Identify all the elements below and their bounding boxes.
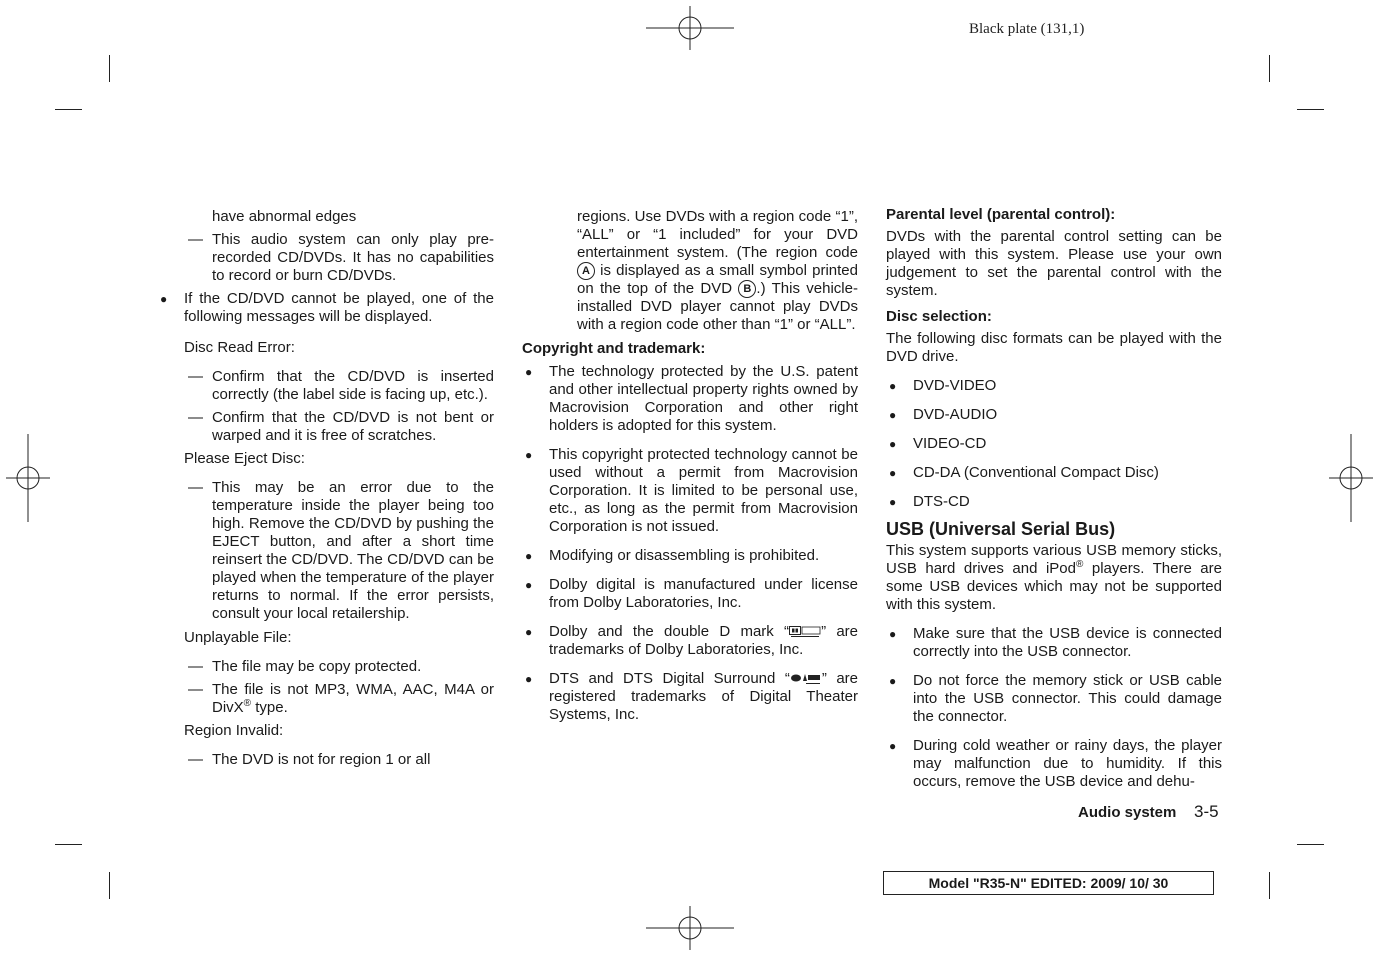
dash-marker: — [188,479,203,496]
dolby-logo-icon [789,626,821,638]
section-heading: USB (Universal Serial Bus) [886,519,1116,539]
crop-mark [109,872,110,899]
format-item [889,406,1222,424]
dash-text: Confirm that the CD/DVD is not bent or warped and it is free of scratches. [212,409,494,444]
crop-mark [1269,55,1270,82]
bullet-icon: ● [525,549,533,564]
bullet-icon: ● [525,365,533,380]
bullet-text: Dolby and the double D mark “ [549,623,790,641]
dash-item [188,751,494,769]
crop-mark [1297,844,1324,845]
dash-text: This may be an error due to the temperature inside the player being too high. Remove the CD/DVD by pushing the EJECT button, and after a short time reinsert the CD/DVD. The CD/DVD can be played when the temperature of the player returns to normal. If the error persists, consult your local retailership. [212,479,494,622]
bullet-text: Modifying or disassembling is prohibited. [549,547,820,565]
dash-text: The DVD is not for region 1 or all [212,751,431,768]
dash-item [188,681,494,717]
bullet-icon: ● [889,437,897,451]
registration-mark-icon [646,906,734,950]
plate-label: Black plate (131,1) [969,21,1085,37]
format-item [889,435,1222,453]
bullet-icon: ● [889,627,897,641]
bullet-icon: ● [889,408,897,422]
column-middle [522,208,858,724]
dash-marker: — [188,231,203,248]
format-text: DTS-CD [913,493,970,510]
bullet-icon: ● [889,674,897,688]
dash-marker: — [188,681,203,698]
registered-mark: ® [243,698,252,709]
bullet-text: During cold weather or rainy days, the player may malfunction due to humidity. If this occurs, remove the USB device and dehu- [913,737,1222,790]
registered-mark: ® [1075,559,1084,570]
bullet-item [525,576,858,612]
section-heading: Copyright and trademark: [522,340,706,358]
bullet-text: ” are registered trademarks of Digital Theater Systems, Inc. [549,670,859,724]
bullet-text: This copyright protected technology cannot be used without a permit from Macrovision Corporation. It is limited to be personal use, etc., as long as the permit from Macrovision Corporation is not issued. [549,446,858,536]
crop-mark [109,55,110,82]
dash-item [188,479,494,623]
dash-text: The file is not MP3, WMA, AAC, M4A or DivX [212,681,494,716]
format-item [889,464,1222,482]
crop-mark [1269,872,1270,899]
marker-a-icon: A [577,262,595,280]
section-heading: Disc selection: [886,308,992,325]
bullet-text: Make sure that the USB device is connected correctly into the USB connector. [913,625,1222,660]
message-label: Unplayable File: [184,629,292,646]
dash-text: This audio system can only play pre-recorded CD/DVDs. It has no capabilities to record or burn CD/DVDs. [212,231,494,284]
bullet-item [889,672,1222,726]
dash-marker: — [188,368,203,385]
bullet-item [525,670,859,724]
crop-mark [55,109,82,110]
format-text: DVD-AUDIO [913,406,998,423]
bullet-icon: ● [525,448,533,463]
registration-mark-icon [646,6,734,50]
dash-marker: — [188,658,203,675]
bullet-icon: ● [889,379,897,393]
bullet-item [889,625,1222,661]
message-label: Disc Read Error: [184,339,295,356]
page-number: 3-5 [1194,802,1219,821]
paragraph-text: This system supports various USB memory sticks, USB hard drives and iPod [886,542,1222,577]
marker-b-icon: B [738,280,756,298]
bullet-item [525,446,858,536]
dash-item [188,658,494,676]
bullet-text: Dolby digital is manufactured under license from Dolby Laboratories, Inc. [549,576,858,612]
paragraph-text: is displayed as a small symbol printed on the top of the DVD [577,262,858,298]
bullet-icon: ● [525,672,533,687]
registration-mark-icon [1329,434,1373,522]
dts-logo-icon [790,673,822,685]
dash-marker: — [188,751,203,768]
bullet-item [160,290,494,326]
bullet-text: ” are trademarks of Dolby Laboratories, Inc. [549,623,859,659]
format-text: DVD-VIDEO [913,377,997,394]
bullet-text: If the CD/DVD cannot be played, one of the following messages will be displayed. [184,290,494,325]
message-label: Region Invalid: [184,722,284,739]
bullet-text: The technology protected by the U.S. patent and other intellectual property rights owned by Macrovision Corporation and other right holders is adopted for this system. [549,363,858,435]
dash-marker: — [188,409,203,426]
bullet-icon: ● [889,739,897,753]
dash-item [188,368,494,404]
dash-item [188,231,494,285]
paragraph-text: .) This vehicle-installed DVD player cannot play DVDs with a region code other than “1” or “ALL”. [577,280,858,334]
format-text: CD-DA (Conventional Compact Disc) [913,464,1159,481]
crop-mark [1297,109,1324,110]
bullet-item [889,737,1222,791]
section-heading: Parental level (parental control): [886,206,1116,223]
bullet-icon: ● [889,495,897,509]
column-left [157,208,494,769]
paragraph-text: players. There are some USB devices which may not be supported with this system. [886,560,1222,613]
continued-line: have abnormal edges [212,208,357,225]
bullet-icon: ● [889,466,897,480]
model-edit-box: Model "R35-N" EDITED: 2009/ 10/ 30 [883,871,1214,895]
dash-item [188,409,494,445]
paragraph-text: regions. Use DVDs with a region code “1”, “ALL” or “1 included” for your DVD entertainment system. (The region code [577,208,858,261]
bullet-text: DTS and DTS Digital Surround “ [549,670,790,688]
paragraph [886,542,1222,614]
dash-text: The file may be copy protected. [212,658,422,675]
format-item [889,493,1222,511]
bullet-item [525,363,858,435]
bullet-item [525,547,858,565]
dash-text: Confirm that the CD/DVD is inserted correctly (the label side is facing up, etc.). [212,368,494,403]
bullet-text: Do not force the memory stick or USB cable into the USB connector. This could damage the connector. [913,672,1222,725]
paragraph: DVDs with the parental control setting can be played with this system. Please use your own judgement to set the parental control with the system. [886,228,1222,299]
section-footer-title: Audio system [1078,804,1177,821]
format-text: VIDEO-CD [913,435,987,452]
bullet-icon: ● [160,292,168,306]
message-label: Please Eject Disc: [184,450,305,467]
region-paragraph [577,208,858,334]
registration-mark-icon [6,434,50,522]
bullet-icon: ● [525,625,533,640]
format-item [889,377,1222,395]
bullet-item [525,623,859,659]
bullet-icon: ● [525,578,533,593]
column-right [886,206,1222,791]
paragraph: The following disc formats can be played with the DVD drive. [886,330,1222,365]
crop-mark [55,844,82,845]
dash-text: type. [251,699,288,716]
